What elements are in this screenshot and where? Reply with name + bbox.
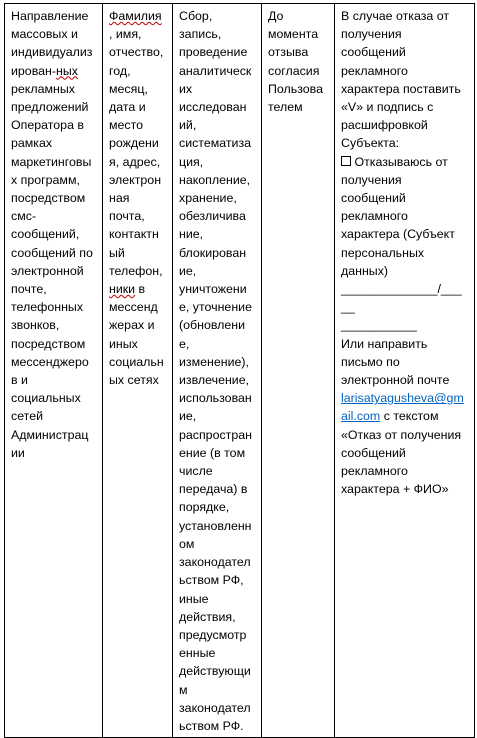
consent-table — [4, 3, 475, 738]
spellcheck-flagged-word: ники — [109, 282, 136, 297]
refusal-intro: В случае отказа от получения сообщений рекламного характера поставить «V» и подпись с расшифровкой Субъекта: — [341, 9, 461, 151]
actions-cell — [173, 4, 262, 738]
data-categories-text: , имя, отчество, год, месяц, дата и место рождени я, адрес, электрон ная почта, контактн ый телефон, — [109, 27, 164, 278]
refusal-quote: «Отказ от получения сообщений рекламного характера + ФИО» — [341, 427, 462, 497]
purpose-text-end: рекламных предложений Оператора в рамках маркетинговы х программ, посредством смс- сообщений, сообщений по электронной почте, телефонных звонков, посредством мессенджеро в и социальных сетей Администрац ии — [11, 81, 93, 460]
purpose-cell — [5, 4, 103, 738]
actions-text: Сбор, запись, проведение аналитическ их исследован ий, систематиза ция, накопление, хранение, обезличива ние, блокирован ие, уничтожени е, уточнение (обновлени е, изменение), извлечение, использован ие, распростран ение (в том числе передача) в порядке, установленн ом законодател ьством РФ, иные действия, предусмотр енные действующи м законодател ьством РФ. — [179, 9, 252, 733]
email-link[interactable]: larisatyagusheva@gmail.com — [341, 391, 464, 424]
refusal-cell — [335, 4, 475, 738]
signature-line: ______________/_____ ___________ — [341, 282, 462, 333]
or-send-text: Или направить письмо по электронной почте — [341, 336, 450, 388]
table-row — [5, 4, 475, 738]
spellcheck-flagged-word: ных — [56, 63, 78, 78]
refusal-checkbox-label: Отказываюсь от получения сообщений рекламного характера (Субъект персональных данных) — [341, 154, 455, 278]
period-cell — [262, 4, 335, 738]
data-categories-text-end: в мессенд жерах и иных социальн ых сетях — [109, 282, 164, 388]
data-categories-cell — [103, 4, 173, 738]
checkbox-icon[interactable] — [341, 156, 351, 166]
purpose-text-start: Направление массовых и индивидуализ ирован- — [11, 9, 93, 78]
with-text-label: с текстом — [380, 409, 439, 424]
period-text: До момента отзыва согласия Пользова телем — [268, 9, 323, 115]
spellcheck-flagged-word: Фамилия — [109, 9, 162, 23]
